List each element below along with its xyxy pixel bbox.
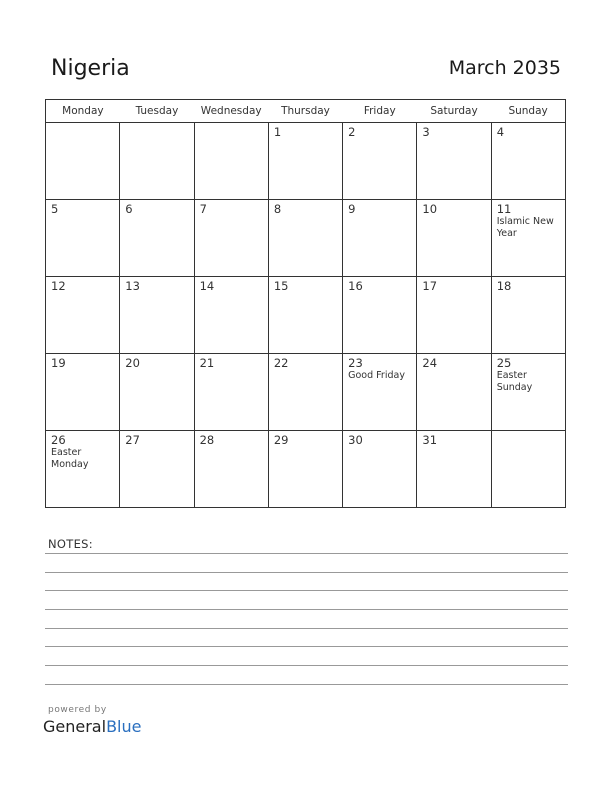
day-number: 18 [496, 279, 512, 293]
day-number: 1 [273, 125, 282, 139]
day-number: 5 [51, 202, 59, 216]
day-cell [491, 354, 565, 431]
brand-general: General [43, 717, 107, 736]
day-cell [46, 123, 120, 200]
month-title: March 2035 [448, 57, 561, 79]
week-row [46, 123, 566, 200]
day-number: 28 [199, 433, 215, 447]
day-cell [343, 431, 417, 508]
day-cell [343, 200, 417, 277]
day-number: 25 [496, 356, 512, 370]
day-cell [46, 431, 120, 508]
day-number: 19 [51, 356, 66, 370]
day-number: 31 [422, 433, 438, 447]
day-cell [120, 354, 194, 431]
week-row [46, 431, 566, 508]
holiday-label: Easter Sunday [496, 370, 533, 393]
day-cell [268, 123, 342, 200]
day-cell [343, 354, 417, 431]
day-number: 20 [125, 356, 140, 370]
day-cell [120, 200, 194, 277]
day-cell [46, 277, 120, 354]
day-number: 24 [422, 356, 438, 370]
day-number: 23 [348, 356, 363, 370]
day-number: 13 [125, 279, 140, 293]
day-cell [120, 277, 194, 354]
day-cell [120, 431, 194, 508]
day-cell [46, 354, 120, 431]
day-cell [343, 123, 417, 200]
day-number: 9 [348, 202, 356, 216]
country-title: Nigeria [51, 56, 130, 81]
day-number: 11 [496, 202, 512, 216]
day-cell [491, 431, 565, 508]
week-row [46, 354, 566, 431]
notes-line [45, 684, 568, 685]
day-cell [268, 277, 342, 354]
day-cell [268, 200, 342, 277]
day-cell [491, 277, 565, 354]
weekday-thursday: Thursday [268, 100, 342, 123]
powered-by-text: powered by [48, 705, 107, 715]
day-number: 22 [273, 356, 289, 370]
day-cell [417, 123, 491, 200]
weekday-friday: Friday [343, 100, 417, 123]
notes-line [45, 609, 568, 610]
day-cell [417, 200, 491, 277]
day-cell [194, 123, 268, 200]
notes-line [45, 628, 568, 629]
day-cell [491, 123, 565, 200]
day-cell [194, 354, 268, 431]
week-row [46, 277, 566, 354]
day-number: 27 [125, 433, 140, 447]
notes-line [45, 665, 568, 666]
day-number: 14 [199, 279, 215, 293]
holiday-label: Islamic New Year [496, 216, 554, 239]
day-cell [194, 200, 268, 277]
day-cell [343, 277, 417, 354]
weekday-sunday: Sunday [491, 100, 565, 123]
day-number: 16 [348, 279, 363, 293]
week-row [46, 200, 566, 277]
notes-label: NOTES: [48, 537, 93, 551]
day-cell [194, 277, 268, 354]
day-number: 2 [348, 125, 356, 139]
weekday-tuesday: Tuesday [120, 100, 194, 123]
day-number: 26 [51, 433, 66, 447]
day-cell [194, 431, 268, 508]
holiday-label: Easter Monday [51, 447, 89, 470]
day-cell [268, 354, 342, 431]
day-cell [46, 200, 120, 277]
notes-line [45, 553, 568, 554]
weekday-saturday: Saturday [417, 100, 491, 123]
day-number: 6 [125, 202, 133, 216]
holiday-label: Good Friday [348, 370, 405, 381]
day-number: 29 [273, 433, 289, 447]
day-number: 15 [273, 279, 289, 293]
weekday-wednesday: Wednesday [194, 100, 268, 123]
day-number: 4 [496, 125, 505, 139]
notes-line [45, 572, 568, 573]
day-cell [417, 277, 491, 354]
notes-line [45, 590, 568, 591]
day-number: 10 [422, 202, 438, 216]
day-number: 21 [199, 356, 215, 370]
day-number: 7 [199, 202, 207, 216]
day-cell [120, 123, 194, 200]
weekday-monday: Monday [46, 100, 120, 123]
day-number: 30 [348, 433, 363, 447]
day-cell [417, 354, 491, 431]
day-number: 12 [51, 279, 66, 293]
calendar-grid [45, 99, 566, 508]
day-number: 8 [273, 202, 282, 216]
brand-blue: Blue [106, 717, 142, 736]
day-number: 17 [422, 279, 438, 293]
day-cell [491, 200, 565, 277]
day-cell [417, 431, 491, 508]
generalblue-logo[interactable] [43, 717, 141, 736]
day-number: 3 [422, 125, 430, 139]
notes-line [45, 646, 568, 647]
weekday-header-row [46, 100, 566, 123]
day-cell [268, 431, 342, 508]
